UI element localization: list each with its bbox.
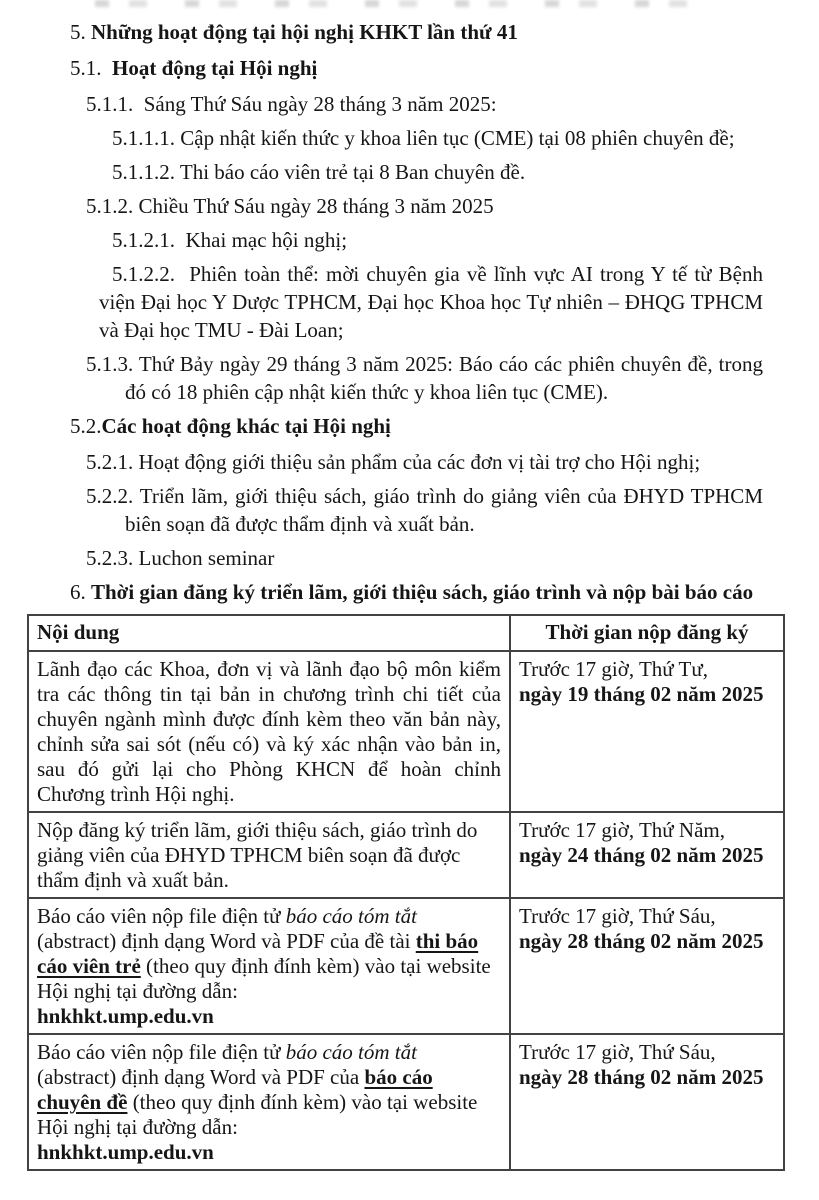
text-segment: 5.1.1.1. Cập nhật kiến thức y khoa liên tục (CME) tại 08 phiên chuyên đề;	[112, 126, 735, 150]
text-segment: Trước 17 giờ, Thứ Sáu,	[519, 1040, 716, 1064]
para-5-1	[0, 54, 763, 82]
para-6	[0, 578, 763, 606]
text-segment: ngày 19 tháng 02 năm 2025	[519, 682, 764, 706]
content-cell	[28, 651, 510, 812]
text-segment: 5.2.3. Luchon seminar	[86, 546, 275, 570]
text-segment: 5.1.	[70, 56, 112, 80]
text-segment: ngày 28 tháng 02 năm 2025	[519, 929, 764, 953]
text-segment: thi báo cáo viên trẻ	[37, 929, 479, 978]
text-segment: 5.1.2.2. Phiên toàn thể: mời chuyên gia về lĩnh vực AI trong Y tế từ Bệnh viện Đại học Y Dược TPHCM, Đại học Khoa học Tự nhiên – ĐHQG TPHCM và Đại học TMU - Đài Loan;	[99, 262, 763, 342]
para-5-1-3	[0, 350, 763, 406]
text-segment: 5.1.1. Sáng Thứ Sáu ngày 28 tháng 3 năm 2025:	[86, 92, 497, 116]
para-5-2-3	[0, 544, 763, 572]
deadline-cell	[510, 1034, 784, 1170]
text-segment: hnkhkt.ump.edu.vn	[37, 1004, 214, 1028]
text-segment: 5.	[70, 20, 91, 44]
text-segment: Trước 17 giờ, Thứ Sáu,	[519, 904, 716, 928]
text-segment: báo cáo chuyên đề	[37, 1065, 433, 1114]
text-segment: Trước 17 giờ, Thứ Năm,	[519, 818, 725, 842]
text-segment: 5.2.2. Triển lãm, giới thiệu sách, giáo trình do giảng viên của ĐHYD TPHCM biên soạn đã được thẩm định và xuất bản.	[86, 484, 763, 536]
para-5-1-2-1	[0, 226, 763, 254]
table-row-1	[28, 651, 784, 812]
para-5-2-1	[0, 448, 763, 476]
para-5-1-1	[0, 90, 763, 118]
para-5-1-2-2	[0, 260, 763, 344]
text-segment: Những hoạt động tại hội nghị KHKT lần thứ 41	[91, 20, 518, 44]
deadline-cell	[510, 898, 784, 1034]
text-segment: 5.1.3. Thứ Bảy ngày 29 tháng 3 năm 2025: Báo cáo các phiên chuyên đề, trong đó có 18 phiên cập nhật kiến thức y khoa liên tục (CME).	[86, 352, 763, 404]
text-segment: (theo quy định đính kèm) vào tại website Hội nghị tại đường dẫn:	[37, 1090, 478, 1139]
para-5-1-1-2	[0, 158, 763, 186]
deadline-cell	[510, 812, 784, 898]
text-segment: Thời gian đăng ký triển lãm, giới thiệu sách, giáo trình và nộp bài báo cáo	[91, 580, 754, 604]
deadline-cell	[510, 651, 784, 812]
para-5-1-1-1	[0, 124, 763, 152]
text-segment: Các hoạt động khác tại Hội nghị	[101, 414, 391, 438]
deadlines-table-head	[28, 615, 784, 651]
section-list	[0, 18, 763, 606]
text-segment: Lãnh đạo các Khoa, đơn vị và lãnh đạo bộ môn kiểm tra các thông tin tại bản in chương trình chi tiết của chuyên ngành mình được đính kèm theo văn bản này, chỉnh sửa sai sót (nếu có) và ký xác nhận vào bản in, sau đó gửi lại cho Phòng KHCN để hoàn chỉnh Chương trình Hội nghị.	[37, 657, 501, 806]
text-segment: báo cáo tóm tắt	[285, 904, 417, 928]
para-5-2-2	[0, 482, 763, 538]
content-cell	[28, 1034, 510, 1170]
text-segment: Trước 17 giờ, Thứ Tư,	[519, 657, 708, 681]
column-header-deadline: Thời gian nộp đăng ký	[510, 615, 784, 651]
text-segment: Nộp đăng ký triển lãm, giới thiệu sách, giáo trình do giảng viên của ĐHYD TPHCM biên soạn đã được thẩm định và xuất bản.	[37, 818, 478, 892]
table-row-3	[28, 898, 784, 1034]
text-segment: 5.1.1.2. Thi báo cáo viên trẻ tại 8 Ban chuyên đề.	[112, 160, 526, 184]
text-segment: 6.	[70, 580, 91, 604]
para-5-2	[0, 412, 763, 440]
deadlines-table	[27, 614, 785, 1171]
table-row-4	[28, 1034, 784, 1170]
scan-artifact-top	[95, 0, 715, 7]
text-segment: Báo cáo viên nộp file điện tử	[37, 1040, 286, 1064]
text-segment: báo cáo tóm tắt	[285, 1040, 417, 1064]
text-segment: Báo cáo viên nộp file điện tử	[37, 904, 286, 928]
text-segment: (abstract) định dạng Word và PDF của	[37, 1065, 365, 1089]
text-segment: Hoạt động tại Hội nghị	[112, 56, 318, 80]
text-segment: (abstract) định dạng Word và PDF của đề tài	[37, 929, 416, 953]
para-5	[0, 18, 763, 46]
text-segment: hnkhkt.ump.edu.vn	[37, 1140, 214, 1164]
text-segment: (theo quy định đính kèm) vào tại website Hội nghị tại đường dẫn:	[37, 954, 491, 1003]
content-cell	[28, 898, 510, 1034]
column-header-content: Nội dung	[28, 615, 510, 651]
text-segment: 5.2.1. Hoạt động giới thiệu sản phẩm của các đơn vị tài trợ cho Hội nghị;	[86, 450, 701, 474]
table-row-2	[28, 812, 784, 898]
deadlines-table-body	[28, 651, 784, 1170]
table-header-row	[28, 615, 784, 651]
text-segment: 5.2.	[70, 414, 102, 438]
text-segment: 5.1.2.1. Khai mạc hội nghị;	[112, 228, 348, 252]
para-5-1-2	[0, 192, 763, 220]
text-segment: ngày 24 tháng 02 năm 2025	[519, 843, 764, 867]
text-segment: 5.1.2. Chiều Thứ Sáu ngày 28 tháng 3 năm 2025	[86, 194, 494, 218]
content-cell	[28, 812, 510, 898]
text-segment: ngày 28 tháng 02 năm 2025	[519, 1065, 764, 1089]
